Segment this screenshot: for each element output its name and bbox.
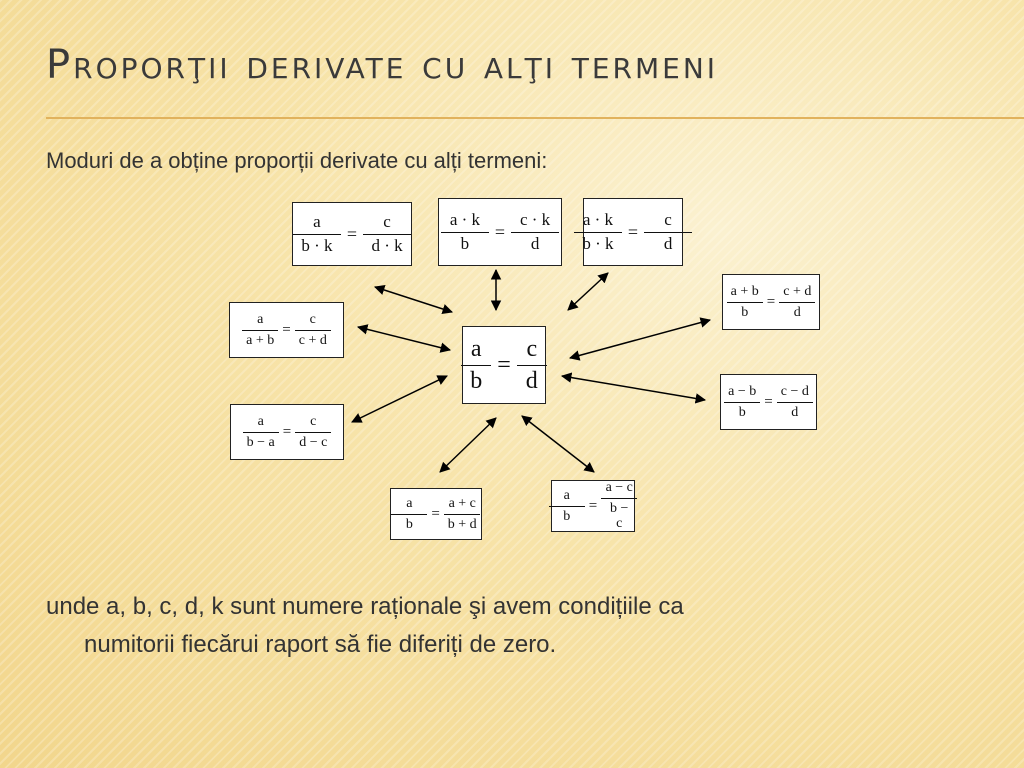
arrow-to-box-1 xyxy=(375,287,452,312)
footer-line-1: unde a, b, c, d, k sunt numere raționale şi avem condițiile ca xyxy=(46,593,684,620)
derived-proportion-box-5: $\frac{a}{a + b}$ = $\frac{c}{c + d}$ xyxy=(229,302,344,358)
main-right-fraction: $\frac{c}{d}$ xyxy=(517,336,547,394)
arrow-to-box-5 xyxy=(358,327,450,350)
slide-footer-note xyxy=(46,588,946,664)
arrow-to-box-8 xyxy=(440,418,496,472)
derived-proportion-box-6: $\frac{a - b}{b}$ = $\frac{c - d}{d}$ xyxy=(720,374,817,430)
derived-proportion-box-7: $\frac{a}{b - a}$ = $\frac{c}{d - c}$ xyxy=(230,404,344,460)
arrow-to-box-9 xyxy=(522,416,594,472)
derived-proportion-box-8: $\frac{a}{b}$ = $\frac{a + c}{b + d}$ xyxy=(390,488,482,540)
derived-proportion-box-4: $\frac{a + b}{b}$ = $\frac{c + d}{d}$ xyxy=(722,274,820,330)
derived-proportion-box-1: $\frac{a}{b \cdot k}$ = $\frac{c}{d \cdot k}$ xyxy=(292,202,412,266)
derived-proportion-box-2: $\frac{a \cdot k}{b}$ = $\frac{c \cdot k}{d}$ xyxy=(438,198,562,266)
slide-subtitle: Moduri de a obține proporții derivate cu alți termeni: xyxy=(46,148,548,173)
derived-proportion-box-9: $\frac{a}{b}$ = $\frac{a - c}{b - c}$ xyxy=(551,480,635,532)
arrow-to-box-6 xyxy=(562,376,705,400)
slide-title: Proporţii derivate cu alţi termeni xyxy=(46,42,719,88)
main-proportion-box: $\frac{a}{b}$ = $\frac{c}{d}$ xyxy=(462,326,546,404)
derived-proportion-box-3: $\frac{a \cdot k}{b \cdot k}$ = $\frac{c}{d}$ xyxy=(583,198,683,266)
arrow-to-box-7 xyxy=(352,376,447,422)
main-left-fraction: $\frac{a}{b}$ xyxy=(461,336,491,394)
arrow-to-box-4 xyxy=(570,320,710,358)
footer-line-2: numitorii fiecărui raport să fie diferiți de zero. xyxy=(84,631,557,658)
arrow-to-box-3 xyxy=(568,273,608,310)
